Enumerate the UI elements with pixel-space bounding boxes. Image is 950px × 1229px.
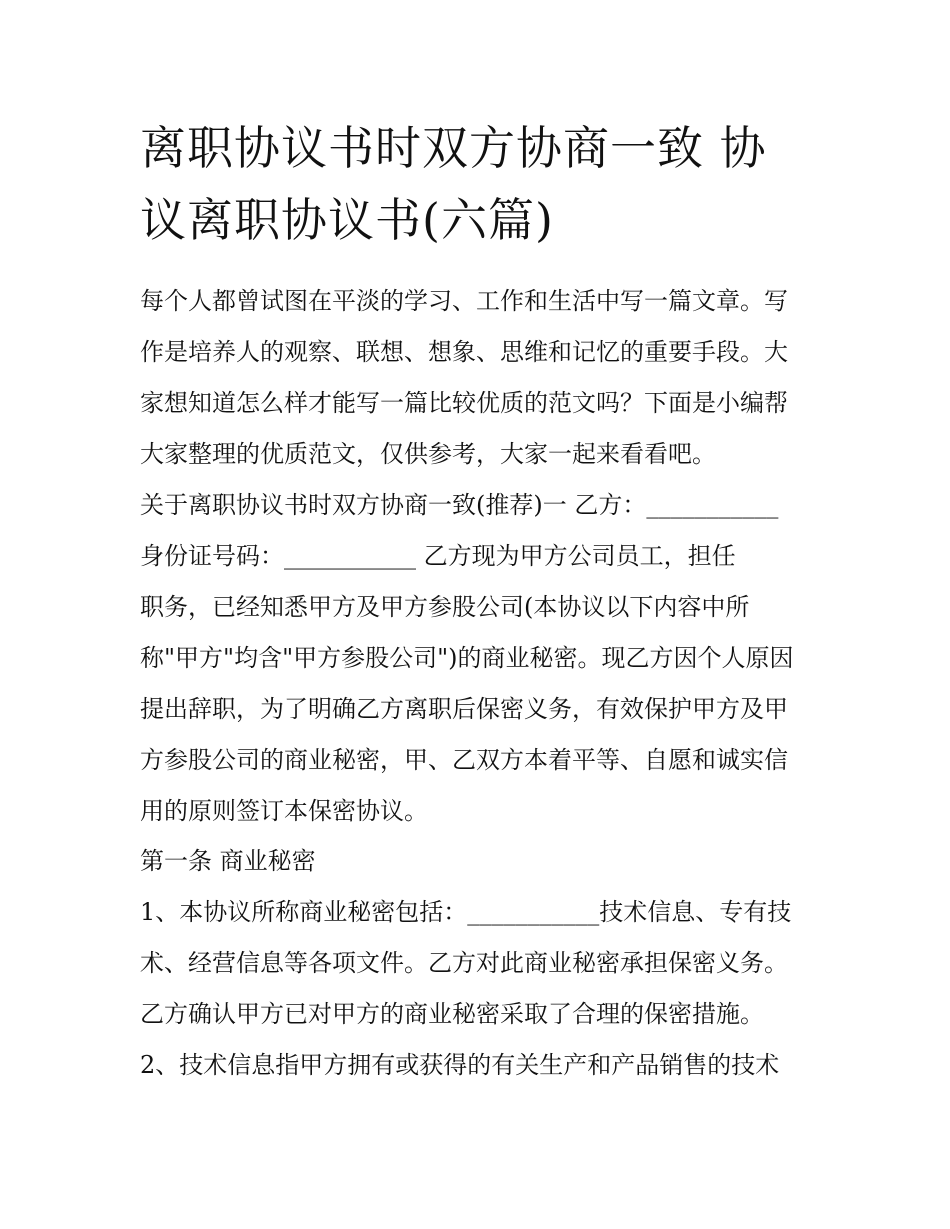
body-line: 作是培养人的观察、联想、想象、思维和记忆的重要手段。大 xyxy=(140,338,788,366)
body-line: 职务，已经知悉甲方及甲方参股公司(本协议以下内容中所 xyxy=(140,593,750,621)
title-line: 议离职协议书(六篇) xyxy=(140,193,554,247)
document-title xyxy=(140,112,820,256)
body-line: 每个人都曾试图在平淡的学习、工作和生活中写一篇文章。写 xyxy=(140,287,788,315)
body-line: 大家整理的优质范文，仅供参考，大家一起来看看吧。 xyxy=(140,440,716,468)
body-line: 2、技术信息指甲方拥有或获得的有关生产和产品销售的技术 xyxy=(140,1051,780,1079)
body-line: 称"甲方"均含"甲方参股公司")的商业秘密。现乙方因个人原因 xyxy=(140,644,794,672)
body-line: 提出辞职，为了明确乙方离职后保密义务，有效保护甲方及甲 xyxy=(140,695,788,723)
body-line: 家想知道怎么样才能写一篇比较优质的范文吗？下面是小编帮 xyxy=(140,389,788,417)
title-line: 离职协议书时双方协商一致 协 xyxy=(140,121,767,175)
body-line: 关于离职协议书时双方协商一致(推荐)一 乙方：___________ xyxy=(140,491,779,519)
body-line: 术、经营信息等各项文件。乙方对此商业秘密承担保密义务。 xyxy=(140,949,788,977)
body-line: 用的原则签订本保密协议。 xyxy=(140,797,428,825)
body-line: 乙方确认甲方已对甲方的商业秘密采取了合理的保密措施。 xyxy=(140,1000,764,1028)
body-line: 方参股公司的商业秘密，甲、乙双方本着平等、自愿和诚实信 xyxy=(140,746,788,774)
body-line: 身份证号码：___________ 乙方现为甲方公司员工，担任 xyxy=(140,542,736,570)
section-heading: 第一条 商业秘密 xyxy=(140,847,316,875)
body-line: 1、本协议所称商业秘密包括：___________技术信息、专有技 xyxy=(140,898,792,926)
